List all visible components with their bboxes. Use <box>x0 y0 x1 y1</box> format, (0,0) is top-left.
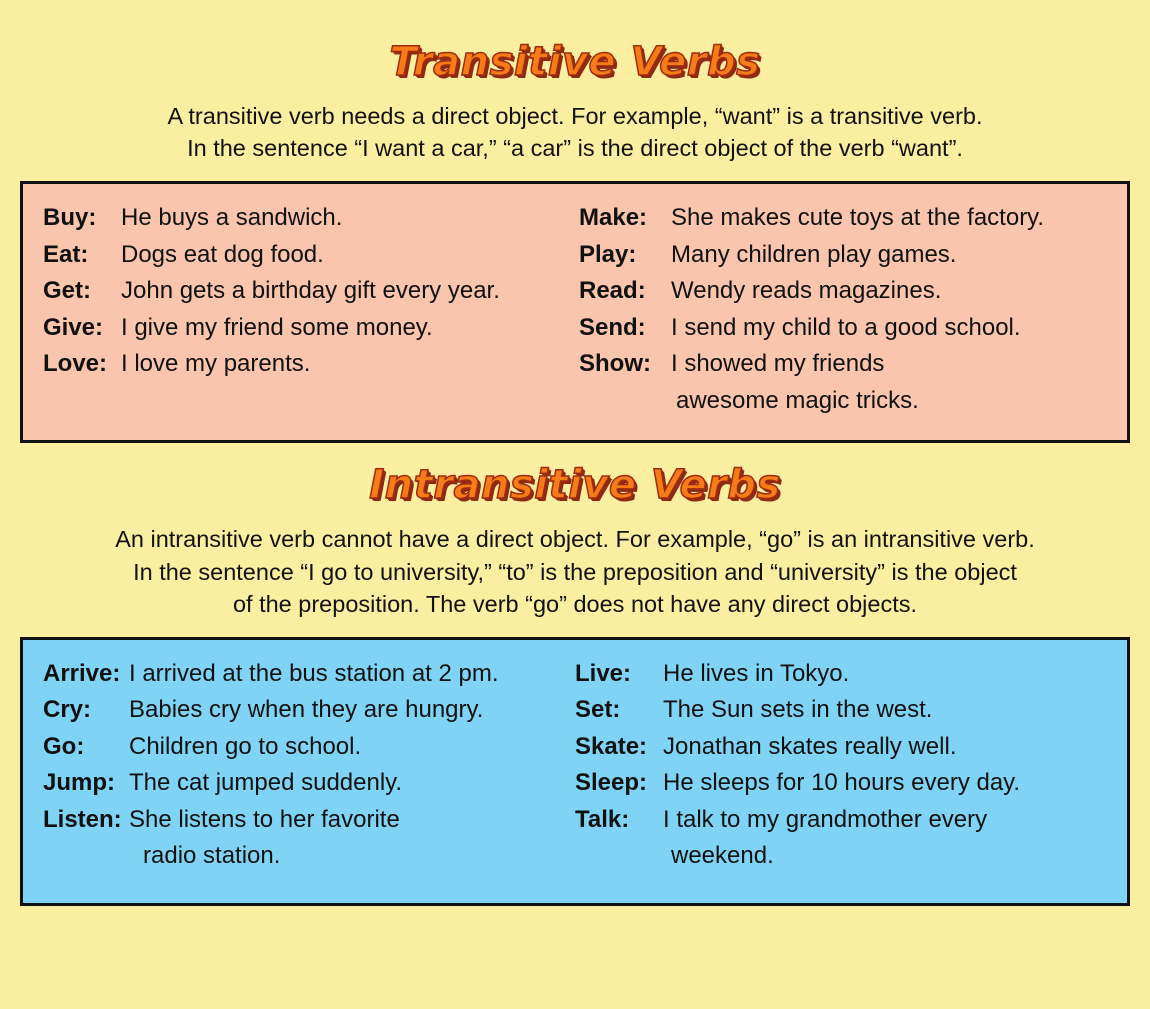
verb-word: Send: <box>579 313 646 341</box>
verb-row <box>43 729 575 766</box>
intransitive-examples-box <box>20 637 1130 906</box>
verb-sentence-continuation: weekend. <box>671 842 774 870</box>
verb-word: Buy: <box>43 204 97 232</box>
verb-row <box>43 802 575 839</box>
verb-row <box>43 692 575 729</box>
transitive-intro <box>70 82 1080 164</box>
verb-word: Sleep: <box>575 769 648 797</box>
verb-row <box>579 237 1127 274</box>
verb-word: Jump: <box>43 769 115 797</box>
verb-sentence: I give my friend some money. <box>121 313 433 341</box>
intransitive-intro <box>20 505 1130 620</box>
verb-row <box>579 346 1127 383</box>
verb-sentence: I showed my friends <box>671 350 885 378</box>
verb-word: Listen: <box>43 805 122 833</box>
verb-word: Arrive: <box>43 659 121 687</box>
intransitive-left-column <box>23 656 575 903</box>
verb-word: Go: <box>43 732 85 760</box>
verb-sentence: Babies cry when they are hungry. <box>129 696 484 724</box>
verb-sentence: The Sun sets in the west. <box>663 696 933 724</box>
verb-row <box>579 310 1127 347</box>
verb-row <box>575 729 1127 766</box>
intransitive-section-title: Intransitive Verbs <box>369 462 781 509</box>
verb-sentence: She listens to her favorite <box>129 805 400 833</box>
verb-row <box>43 237 579 274</box>
verb-sentence: She makes cute toys at the factory. <box>671 204 1045 232</box>
verb-sentence: He lives in Tokyo. <box>663 659 850 687</box>
verb-row <box>43 346 579 383</box>
verb-word: Skate: <box>575 732 648 760</box>
verb-word: Play: <box>579 240 637 268</box>
verb-sentence: I arrived at the bus station at 2 pm. <box>129 659 499 687</box>
verb-sentence: I send my child to a good school. <box>671 313 1021 341</box>
verb-sentence: Jonathan skates really well. <box>663 732 957 760</box>
verb-sentence: He sleeps for 10 hours every day. <box>663 769 1021 797</box>
verb-word: Set: <box>575 696 621 724</box>
verb-sentence: Wendy reads magazines. <box>671 277 942 305</box>
intransitive-intro-line-2: In the sentence “I go to university,” “to” is the preposition and “university” is the object <box>133 558 1017 585</box>
intransitive-intro-line-3: of the preposition. The verb “go” does not have any direct objects. <box>232 590 918 617</box>
verb-word: Eat: <box>43 240 89 268</box>
verb-sentence: I talk to my grandmother every <box>663 805 988 833</box>
intransitive-intro-line-1: An intransitive verb cannot have a direct object. For example, “go” is an intransitive verb. <box>115 526 1035 553</box>
verb-word: Talk: <box>575 805 630 833</box>
verb-sentence: Children go to school. <box>129 732 362 760</box>
verb-word: Read: <box>579 277 646 305</box>
verb-row <box>575 692 1127 729</box>
transitive-intro-line-2: In the sentence “I want a car,” “a car” is the direct object of the verb “want”. <box>187 135 963 162</box>
verb-word: Love: <box>43 350 108 378</box>
transitive-section-title: Transitive Verbs <box>389 39 761 85</box>
verb-row <box>43 310 579 347</box>
transitive-right-column <box>579 200 1127 440</box>
verb-sentence-continuation: awesome magic tricks. <box>676 386 919 414</box>
transitive-intro-line-1: A transitive verb needs a direct object. For example, “want” is a transitive verb. <box>167 103 983 129</box>
verb-sentence: John gets a birthday gift every year. <box>121 277 500 305</box>
verb-row <box>579 273 1127 310</box>
verb-row <box>575 656 1127 693</box>
transitive-examples-box <box>20 181 1130 443</box>
verb-sentence: The cat jumped suddenly. <box>129 769 403 797</box>
verb-word: Make: <box>579 204 648 232</box>
verb-row <box>575 802 1127 839</box>
verb-word: Give: <box>43 313 104 341</box>
verb-sentence: I love my parents. <box>121 350 311 378</box>
verb-sentence-continuation: radio station. <box>143 842 281 870</box>
verb-row <box>575 765 1127 802</box>
verb-row <box>43 200 579 237</box>
verb-sentence: Many children play games. <box>671 240 957 268</box>
verb-word: Live: <box>575 659 632 687</box>
verb-row <box>43 765 575 802</box>
verb-row <box>43 273 579 310</box>
verb-word: Show: <box>579 350 651 378</box>
verb-word: Cry: <box>43 696 92 724</box>
verb-row <box>43 656 575 693</box>
transitive-left-column <box>23 200 579 440</box>
verb-sentence: He buys a sandwich. <box>121 204 343 232</box>
verb-row <box>579 200 1127 237</box>
verb-sentence: Dogs eat dog food. <box>121 240 324 268</box>
verb-word: Get: <box>43 277 91 305</box>
intransitive-right-column <box>575 656 1127 903</box>
